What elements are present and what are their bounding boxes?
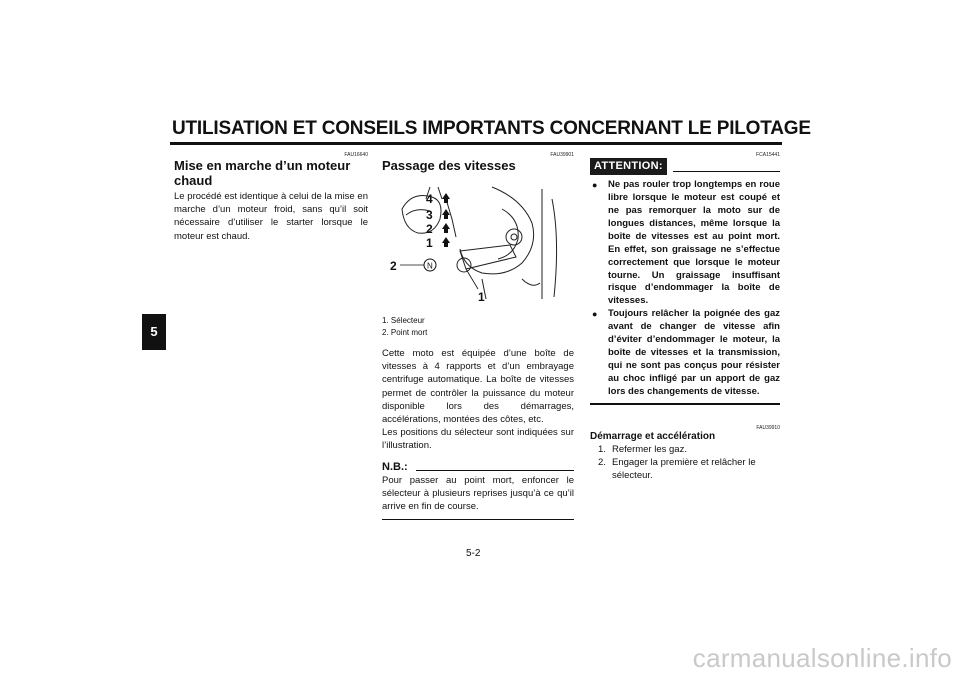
column-attention — [590, 152, 780, 482]
neutral-label: N — [427, 261, 433, 271]
attention-bottom-rule — [590, 403, 780, 405]
gear-label-1: 1 — [426, 236, 433, 250]
shift-pedal-drawing — [382, 179, 574, 309]
callout-pedal: 1 — [478, 290, 485, 304]
column-warm-start — [174, 152, 368, 243]
caption-item: 2. Point mort — [382, 328, 428, 337]
attention-item: ● Ne pas rouler trop longtemps en roue libre lorsque le moteur est coupé et ne pas remorquer la moto sur de longues distances, même lorsque la boîte de vitesses est au point mort. En effet, son graissage ne s’effectue correctement que lorsque le moteur tourne. Un graissage insuffisant risque d’endommager la boîte de vitesses. — [592, 179, 780, 307]
paragraph: Les positions du sélecteur sont indiquées sur l’illustration. — [382, 427, 574, 452]
steps-list — [590, 443, 780, 483]
attention-header — [590, 158, 780, 175]
section-tab-number: 5 — [150, 324, 158, 339]
section-heading: Passage des vitesses — [382, 158, 516, 173]
column-gear-shifting — [382, 152, 574, 520]
watermark: carmanualsonline.info — [692, 643, 952, 673]
attention-item: ● Toujours relâcher la poignée des gaz avant de changer de vitesse afin d’éviter d’endommager le moteur, la boîte de vitesses et la transmission, qui ne sont pas conçus pour résister au choc infligé par un apport de gaz lors des changements de vitesse. — [592, 308, 780, 397]
paragraph: Cette moto est équipée d’une boîte de vitesses à 4 rapports et d’un embrayage centrifuge automatique. La boîte de vitesses permet de contrôler la puissance du moteur disponible lors des démarrages, accélérations, montées des côtes, etc. — [382, 348, 574, 426]
section-code: FAU39910 — [756, 424, 780, 431]
section-code: FAU39901 — [550, 152, 574, 158]
note-rule — [416, 470, 574, 471]
note-bottom-rule — [382, 519, 574, 520]
page-number: 5-2 — [466, 548, 481, 559]
bullet-icon: ● — [592, 180, 598, 191]
caption-item: 1. Sélecteur — [382, 316, 425, 325]
gear-label-4: 4 — [426, 192, 433, 206]
note-text: Pour passer au point mort, enfoncer le sélecteur à plusieurs reprises jusqu’à ce qu’il arrive en fin de course. — [382, 474, 574, 513]
attention-rule — [673, 171, 780, 172]
bullet-icon: ● — [592, 309, 598, 320]
step-item: 1. Refermer les gaz. — [598, 443, 687, 455]
attention-badge: ATTENTION: — [590, 158, 667, 175]
subsection-heading: Démarrage et accélération — [590, 430, 716, 442]
header-rule — [170, 142, 782, 145]
section-tab — [142, 314, 166, 350]
page-header-title: UTILISATION ET CONSEILS IMPORTANTS CONCERNANT LE PILOTAGE — [172, 118, 811, 139]
step-item: 2. Engager la première et relâcher le sélecteur. — [598, 456, 756, 482]
section-code: FAU16640 — [344, 152, 368, 158]
section-code: FCA15441 — [756, 152, 780, 158]
note-header — [382, 461, 574, 474]
paragraph: Le procédé est identique à celui de la mise en marche d’un moteur froid, sans qu’il soit nécessaire d’utiliser le starter lorsque le moteur est chaud. — [174, 191, 368, 242]
attention-list — [590, 179, 780, 398]
callout-neutral: 2 — [390, 259, 397, 273]
section-heading: Mise en marche d’un moteur chaud — [174, 158, 351, 188]
gear-label-3: 3 — [426, 208, 433, 222]
note-label: N.B.: — [382, 460, 408, 473]
gear-label-2: 2 — [426, 222, 433, 236]
figure-caption — [382, 315, 574, 339]
shift-pedal-illustration — [382, 179, 574, 309]
